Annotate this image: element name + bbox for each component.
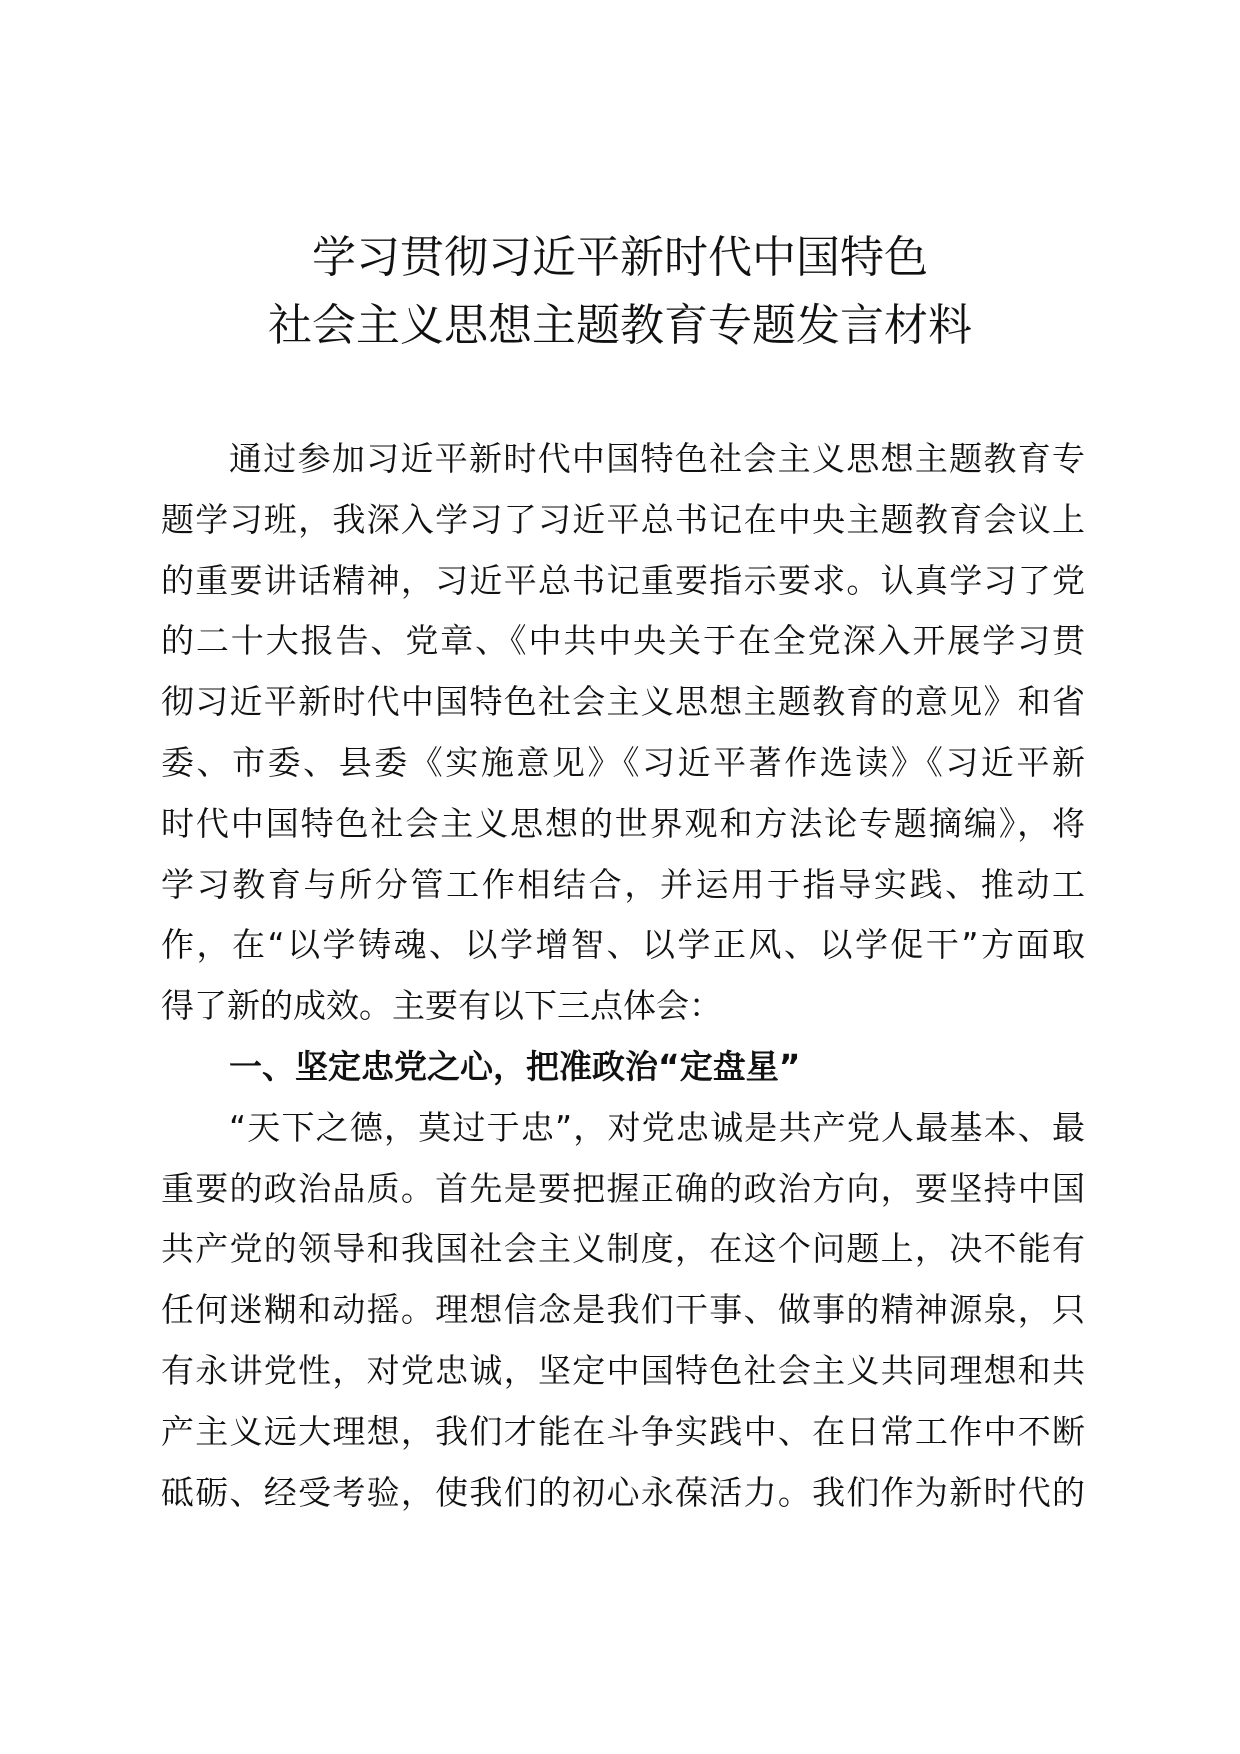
paragraph-line: 有永讲党性，对党忠诚，坚定中国特色社会主义共同理想和共 <box>161 1350 1085 1390</box>
document-body <box>161 429 1085 1523</box>
paragraph-line: “天下之德，莫过于忠”，对党忠诚是共产党人最基本、最 <box>229 1107 1085 1147</box>
document-title-line-1: 学习贯彻习近平新时代中国特色 <box>312 232 928 283</box>
paragraph-line: 委、市委、县委《实施意见》《习近平著作选读》《习近平新 <box>161 742 1085 782</box>
paragraph-line: 学习教育与所分管工作相结合，并运用于指导实践、推动工 <box>161 864 1085 904</box>
paragraph-line: 任何迷糊和动摇。理想信念是我们干事、做事的精神源泉，只 <box>161 1290 1085 1330</box>
paragraph-line: 作，在“以学铸魂、以学增智、以学正风、以学促干”方面取 <box>161 925 1085 965</box>
paragraph-line: 砥砺、经受考验，使我们的初心永葆活力。我们作为新时代的 <box>161 1472 1085 1512</box>
paragraph-line: 的重要讲话精神，习近平总书记重要指示要求。认真学习了党 <box>161 560 1085 600</box>
document-title-line-2: 社会主义思想主题教育专题发言材料 <box>268 300 972 351</box>
paragraph-line: 题学习班，我深入学习了习近平总书记在中央主题教育会议上 <box>161 499 1085 539</box>
paragraph-line: 产主义远大理想，我们才能在斗争实践中、在日常工作中不断 <box>161 1411 1085 1451</box>
paragraph-line: 时代中国特色社会主义思想的世界观和方法论专题摘编》，将 <box>161 803 1085 843</box>
paragraph-line: 得了新的成效。主要有以下三点体会： <box>161 986 722 1026</box>
section-heading: 一、坚定忠党之心，把准政治“定盘星” <box>229 1046 801 1086</box>
paragraph-line: 彻习近平新时代中国特色社会主义思想主题教育的意见》和省 <box>161 682 1085 722</box>
paragraph-line: 的二十大报告、党章、《中共中央关于在全党深入开展学习贯 <box>161 621 1085 661</box>
paragraph-line: 重要的政治品质。首先是要把握正确的政治方向，要坚持中国 <box>161 1168 1085 1208</box>
paragraph-line: 通过参加习近平新时代中国特色社会主义思想主题教育专 <box>229 439 1085 478</box>
paragraph-line: 共产党的领导和我国社会主义制度，在这个问题上，决不能有 <box>161 1229 1085 1269</box>
